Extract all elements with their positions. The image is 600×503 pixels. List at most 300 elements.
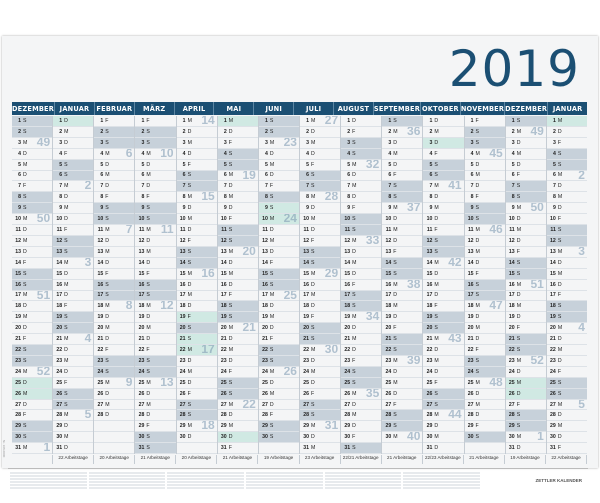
day-cell[interactable]: [382, 432, 422, 443]
day-cell[interactable]: [218, 214, 258, 225]
day-cell[interactable]: [218, 149, 258, 160]
day-cell[interactable]: [12, 410, 52, 421]
day-cell[interactable]: [135, 378, 175, 389]
day-cell[interactable]: [177, 236, 217, 247]
day-cell[interactable]: [382, 269, 422, 280]
day-cell[interactable]: [300, 421, 340, 432]
day-cell[interactable]: [177, 334, 217, 345]
day-cell[interactable]: [341, 400, 381, 411]
day-cell[interactable]: [177, 421, 217, 432]
day-cell[interactable]: [547, 378, 587, 389]
day-cell[interactable]: [506, 400, 546, 411]
day-cell[interactable]: [465, 138, 505, 149]
day-cell[interactable]: [341, 345, 381, 356]
day-cell[interactable]: [94, 247, 134, 258]
day-cell[interactable]: [12, 323, 52, 334]
day-cell[interactable]: [506, 160, 546, 171]
day-cell[interactable]: [218, 138, 258, 149]
day-cell[interactable]: [94, 291, 134, 302]
day-cell[interactable]: [465, 389, 505, 400]
day-cell[interactable]: [382, 181, 422, 192]
day-cell[interactable]: [12, 149, 52, 160]
day-cell[interactable]: [506, 432, 546, 443]
day-cell[interactable]: [423, 138, 463, 149]
day-cell[interactable]: [300, 400, 340, 411]
day-cell[interactable]: [12, 301, 52, 312]
day-cell[interactable]: [53, 203, 93, 214]
day-cell[interactable]: [94, 127, 134, 138]
day-cell[interactable]: [341, 334, 381, 345]
day-cell[interactable]: [300, 301, 340, 312]
day-cell[interactable]: [12, 181, 52, 192]
day-cell[interactable]: [506, 269, 546, 280]
day-cell[interactable]: [177, 356, 217, 367]
day-cell[interactable]: [382, 345, 422, 356]
day-cell[interactable]: [177, 225, 217, 236]
day-cell[interactable]: [94, 171, 134, 182]
day-cell[interactable]: [465, 171, 505, 182]
day-cell[interactable]: [135, 181, 175, 192]
day-cell[interactable]: [177, 432, 217, 443]
day-cell[interactable]: [259, 400, 299, 411]
day-cell[interactable]: [300, 138, 340, 149]
day-cell[interactable]: [300, 225, 340, 236]
day-cell[interactable]: [506, 171, 546, 182]
day-cell[interactable]: [547, 258, 587, 269]
day-cell[interactable]: [135, 291, 175, 302]
day-cell[interactable]: [547, 192, 587, 203]
day-cell[interactable]: [506, 258, 546, 269]
day-cell[interactable]: [259, 116, 299, 127]
day-cell[interactable]: [506, 236, 546, 247]
day-cell[interactable]: [12, 312, 52, 323]
day-cell[interactable]: [135, 247, 175, 258]
day-cell[interactable]: [506, 149, 546, 160]
day-cell[interactable]: [423, 312, 463, 323]
day-cell[interactable]: [177, 181, 217, 192]
day-cell[interactable]: [135, 312, 175, 323]
day-cell[interactable]: [547, 400, 587, 411]
day-cell[interactable]: [94, 225, 134, 236]
day-cell[interactable]: [259, 247, 299, 258]
day-cell[interactable]: [53, 181, 93, 192]
day-cell[interactable]: [53, 214, 93, 225]
day-cell[interactable]: [135, 160, 175, 171]
day-cell[interactable]: [547, 127, 587, 138]
day-cell[interactable]: [259, 160, 299, 171]
day-cell[interactable]: [341, 181, 381, 192]
day-cell[interactable]: [53, 410, 93, 421]
day-cell[interactable]: [259, 225, 299, 236]
day-cell[interactable]: [259, 269, 299, 280]
day-cell[interactable]: [300, 291, 340, 302]
day-cell[interactable]: [382, 171, 422, 182]
day-cell[interactable]: [465, 400, 505, 411]
day-cell[interactable]: [259, 312, 299, 323]
day-cell[interactable]: [547, 432, 587, 443]
day-cell[interactable]: [53, 421, 93, 432]
day-cell[interactable]: [382, 127, 422, 138]
day-cell[interactable]: [423, 301, 463, 312]
day-cell[interactable]: [177, 269, 217, 280]
day-cell[interactable]: [218, 323, 258, 334]
day-cell[interactable]: [506, 312, 546, 323]
day-cell[interactable]: [465, 312, 505, 323]
day-cell[interactable]: [300, 410, 340, 421]
day-cell[interactable]: [382, 138, 422, 149]
day-cell[interactable]: [135, 443, 175, 454]
day-cell[interactable]: [547, 323, 587, 334]
day-cell[interactable]: [423, 410, 463, 421]
day-cell[interactable]: [177, 345, 217, 356]
day-cell[interactable]: [94, 269, 134, 280]
day-cell[interactable]: [12, 192, 52, 203]
day-cell[interactable]: [218, 421, 258, 432]
day-cell[interactable]: [259, 181, 299, 192]
day-cell[interactable]: [465, 291, 505, 302]
day-cell[interactable]: [300, 432, 340, 443]
day-cell[interactable]: [177, 378, 217, 389]
day-cell[interactable]: [259, 389, 299, 400]
day-cell[interactable]: [341, 225, 381, 236]
day-cell[interactable]: [12, 280, 52, 291]
day-cell[interactable]: [423, 400, 463, 411]
day-cell[interactable]: [423, 236, 463, 247]
day-cell[interactable]: [259, 149, 299, 160]
day-cell[interactable]: [259, 214, 299, 225]
day-cell[interactable]: [506, 214, 546, 225]
day-cell[interactable]: [53, 443, 93, 454]
day-cell[interactable]: [218, 367, 258, 378]
day-cell[interactable]: [12, 389, 52, 400]
day-cell[interactable]: [506, 247, 546, 258]
day-cell[interactable]: [300, 149, 340, 160]
day-cell[interactable]: [423, 378, 463, 389]
day-cell[interactable]: [177, 400, 217, 411]
day-cell[interactable]: [465, 301, 505, 312]
day-cell[interactable]: [547, 291, 587, 302]
day-cell[interactable]: [177, 247, 217, 258]
day-cell[interactable]: [94, 443, 134, 454]
day-cell[interactable]: [300, 389, 340, 400]
day-cell[interactable]: [382, 323, 422, 334]
day-cell[interactable]: [259, 236, 299, 247]
day-cell[interactable]: [218, 432, 258, 443]
day-cell[interactable]: [94, 149, 134, 160]
day-cell[interactable]: [218, 269, 258, 280]
day-cell[interactable]: [300, 312, 340, 323]
day-cell[interactable]: [177, 258, 217, 269]
day-cell[interactable]: [382, 258, 422, 269]
day-cell[interactable]: [94, 312, 134, 323]
day-cell[interactable]: [506, 116, 546, 127]
day-cell[interactable]: [423, 334, 463, 345]
day-cell[interactable]: [423, 225, 463, 236]
day-cell[interactable]: [382, 301, 422, 312]
day-cell[interactable]: [259, 258, 299, 269]
day-cell[interactable]: [506, 181, 546, 192]
day-cell[interactable]: [423, 181, 463, 192]
day-cell[interactable]: [423, 116, 463, 127]
day-cell[interactable]: [506, 291, 546, 302]
day-cell[interactable]: [341, 214, 381, 225]
day-cell[interactable]: [547, 116, 587, 127]
day-cell[interactable]: [177, 312, 217, 323]
day-cell[interactable]: [423, 160, 463, 171]
day-cell[interactable]: [12, 400, 52, 411]
day-cell[interactable]: [218, 236, 258, 247]
day-cell[interactable]: [53, 367, 93, 378]
day-cell[interactable]: [506, 378, 546, 389]
day-cell[interactable]: [341, 127, 381, 138]
day-cell[interactable]: [300, 356, 340, 367]
day-cell[interactable]: [12, 269, 52, 280]
day-cell[interactable]: [423, 269, 463, 280]
day-cell[interactable]: [300, 443, 340, 454]
day-cell[interactable]: [177, 410, 217, 421]
day-cell[interactable]: [53, 291, 93, 302]
day-cell[interactable]: [300, 269, 340, 280]
day-cell[interactable]: [506, 301, 546, 312]
day-cell[interactable]: [94, 421, 134, 432]
day-cell[interactable]: [423, 291, 463, 302]
day-cell[interactable]: [465, 356, 505, 367]
day-cell[interactable]: [423, 356, 463, 367]
day-cell[interactable]: [177, 443, 217, 454]
day-cell[interactable]: [506, 443, 546, 454]
day-cell[interactable]: [12, 291, 52, 302]
day-cell[interactable]: [300, 116, 340, 127]
day-cell[interactable]: [94, 345, 134, 356]
day-cell[interactable]: [382, 378, 422, 389]
day-cell[interactable]: [53, 280, 93, 291]
day-cell[interactable]: [382, 312, 422, 323]
day-cell[interactable]: [300, 127, 340, 138]
day-cell[interactable]: [53, 269, 93, 280]
day-cell[interactable]: [259, 138, 299, 149]
day-cell[interactable]: [341, 149, 381, 160]
day-cell[interactable]: [218, 160, 258, 171]
day-cell[interactable]: [135, 214, 175, 225]
day-cell[interactable]: [259, 203, 299, 214]
day-cell[interactable]: [547, 247, 587, 258]
day-cell[interactable]: [94, 160, 134, 171]
day-cell[interactable]: [135, 400, 175, 411]
day-cell[interactable]: [506, 389, 546, 400]
day-cell[interactable]: [423, 258, 463, 269]
day-cell[interactable]: [506, 367, 546, 378]
day-cell[interactable]: [218, 378, 258, 389]
day-cell[interactable]: [177, 280, 217, 291]
day-cell[interactable]: [382, 400, 422, 411]
day-cell[interactable]: [53, 312, 93, 323]
day-cell[interactable]: [53, 236, 93, 247]
day-cell[interactable]: [135, 171, 175, 182]
day-cell[interactable]: [341, 312, 381, 323]
day-cell[interactable]: [218, 280, 258, 291]
day-cell[interactable]: [341, 269, 381, 280]
day-cell[interactable]: [423, 171, 463, 182]
day-cell[interactable]: [259, 410, 299, 421]
day-cell[interactable]: [341, 389, 381, 400]
day-cell[interactable]: [53, 389, 93, 400]
day-cell[interactable]: [177, 171, 217, 182]
day-cell[interactable]: [12, 443, 52, 454]
day-cell[interactable]: [300, 334, 340, 345]
day-cell[interactable]: [259, 323, 299, 334]
day-cell[interactable]: [135, 421, 175, 432]
day-cell[interactable]: [506, 356, 546, 367]
day-cell[interactable]: [94, 410, 134, 421]
day-cell[interactable]: [465, 443, 505, 454]
day-cell[interactable]: [218, 247, 258, 258]
day-cell[interactable]: [465, 236, 505, 247]
day-cell[interactable]: [259, 356, 299, 367]
day-cell[interactable]: [12, 334, 52, 345]
day-cell[interactable]: [423, 247, 463, 258]
day-cell[interactable]: [53, 378, 93, 389]
day-cell[interactable]: [94, 138, 134, 149]
day-cell[interactable]: [465, 149, 505, 160]
day-cell[interactable]: [259, 291, 299, 302]
day-cell[interactable]: [12, 421, 52, 432]
day-cell[interactable]: [218, 116, 258, 127]
day-cell[interactable]: [547, 410, 587, 421]
day-cell[interactable]: [547, 312, 587, 323]
day-cell[interactable]: [53, 301, 93, 312]
day-cell[interactable]: [423, 323, 463, 334]
day-cell[interactable]: [547, 181, 587, 192]
day-cell[interactable]: [12, 378, 52, 389]
day-cell[interactable]: [94, 192, 134, 203]
day-cell[interactable]: [506, 203, 546, 214]
day-cell[interactable]: [135, 410, 175, 421]
day-cell[interactable]: [12, 171, 52, 182]
day-cell[interactable]: [177, 367, 217, 378]
day-cell[interactable]: [135, 192, 175, 203]
day-cell[interactable]: [94, 181, 134, 192]
day-cell[interactable]: [259, 301, 299, 312]
day-cell[interactable]: [53, 138, 93, 149]
day-cell[interactable]: [382, 334, 422, 345]
day-cell[interactable]: [177, 291, 217, 302]
day-cell[interactable]: [218, 203, 258, 214]
day-cell[interactable]: [465, 203, 505, 214]
day-cell[interactable]: [547, 269, 587, 280]
day-cell[interactable]: [547, 280, 587, 291]
day-cell[interactable]: [53, 334, 93, 345]
day-cell[interactable]: [423, 214, 463, 225]
day-cell[interactable]: [53, 247, 93, 258]
day-cell[interactable]: [300, 378, 340, 389]
day-cell[interactable]: [341, 138, 381, 149]
day-cell[interactable]: [300, 367, 340, 378]
day-cell[interactable]: [382, 203, 422, 214]
day-cell[interactable]: [341, 203, 381, 214]
day-cell[interactable]: [218, 410, 258, 421]
day-cell[interactable]: [259, 171, 299, 182]
day-cell[interactable]: [177, 389, 217, 400]
day-cell[interactable]: [259, 432, 299, 443]
day-cell[interactable]: [465, 345, 505, 356]
day-cell[interactable]: [12, 214, 52, 225]
day-cell[interactable]: [300, 192, 340, 203]
day-cell[interactable]: [465, 192, 505, 203]
day-cell[interactable]: [259, 280, 299, 291]
day-cell[interactable]: [382, 214, 422, 225]
day-cell[interactable]: [53, 432, 93, 443]
day-cell[interactable]: [94, 301, 134, 312]
day-cell[interactable]: [218, 345, 258, 356]
day-cell[interactable]: [218, 258, 258, 269]
day-cell[interactable]: [218, 334, 258, 345]
day-cell[interactable]: [177, 323, 217, 334]
day-cell[interactable]: [53, 171, 93, 182]
day-cell[interactable]: [547, 421, 587, 432]
day-cell[interactable]: [341, 236, 381, 247]
day-cell[interactable]: [12, 116, 52, 127]
day-cell[interactable]: [135, 345, 175, 356]
day-cell[interactable]: [465, 214, 505, 225]
day-cell[interactable]: [382, 291, 422, 302]
day-cell[interactable]: [177, 127, 217, 138]
day-cell[interactable]: [300, 160, 340, 171]
day-cell[interactable]: [547, 345, 587, 356]
day-cell[interactable]: [12, 258, 52, 269]
day-cell[interactable]: [53, 258, 93, 269]
day-cell[interactable]: [465, 432, 505, 443]
day-cell[interactable]: [465, 323, 505, 334]
day-cell[interactable]: [465, 378, 505, 389]
day-cell[interactable]: [53, 345, 93, 356]
day-cell[interactable]: [547, 443, 587, 454]
day-cell[interactable]: [465, 181, 505, 192]
day-cell[interactable]: [341, 356, 381, 367]
day-cell[interactable]: [547, 236, 587, 247]
day-cell[interactable]: [12, 160, 52, 171]
day-cell[interactable]: [94, 236, 134, 247]
day-cell[interactable]: [547, 138, 587, 149]
day-cell[interactable]: [423, 192, 463, 203]
day-cell[interactable]: [135, 280, 175, 291]
day-cell[interactable]: [135, 301, 175, 312]
day-cell[interactable]: [218, 301, 258, 312]
day-cell[interactable]: [53, 225, 93, 236]
day-cell[interactable]: [94, 432, 134, 443]
day-cell[interactable]: [382, 247, 422, 258]
day-cell[interactable]: [135, 432, 175, 443]
day-cell[interactable]: [300, 247, 340, 258]
day-cell[interactable]: [341, 410, 381, 421]
day-cell[interactable]: [547, 203, 587, 214]
day-cell[interactable]: [135, 225, 175, 236]
day-cell[interactable]: [218, 312, 258, 323]
day-cell[interactable]: [259, 334, 299, 345]
day-cell[interactable]: [12, 236, 52, 247]
day-cell[interactable]: [423, 280, 463, 291]
day-cell[interactable]: [547, 356, 587, 367]
day-cell[interactable]: [94, 214, 134, 225]
day-cell[interactable]: [382, 280, 422, 291]
day-cell[interactable]: [135, 127, 175, 138]
day-cell[interactable]: [177, 160, 217, 171]
day-cell[interactable]: [218, 127, 258, 138]
day-cell[interactable]: [341, 432, 381, 443]
day-cell[interactable]: [135, 269, 175, 280]
day-cell[interactable]: [300, 345, 340, 356]
day-cell[interactable]: [218, 356, 258, 367]
day-cell[interactable]: [53, 149, 93, 160]
